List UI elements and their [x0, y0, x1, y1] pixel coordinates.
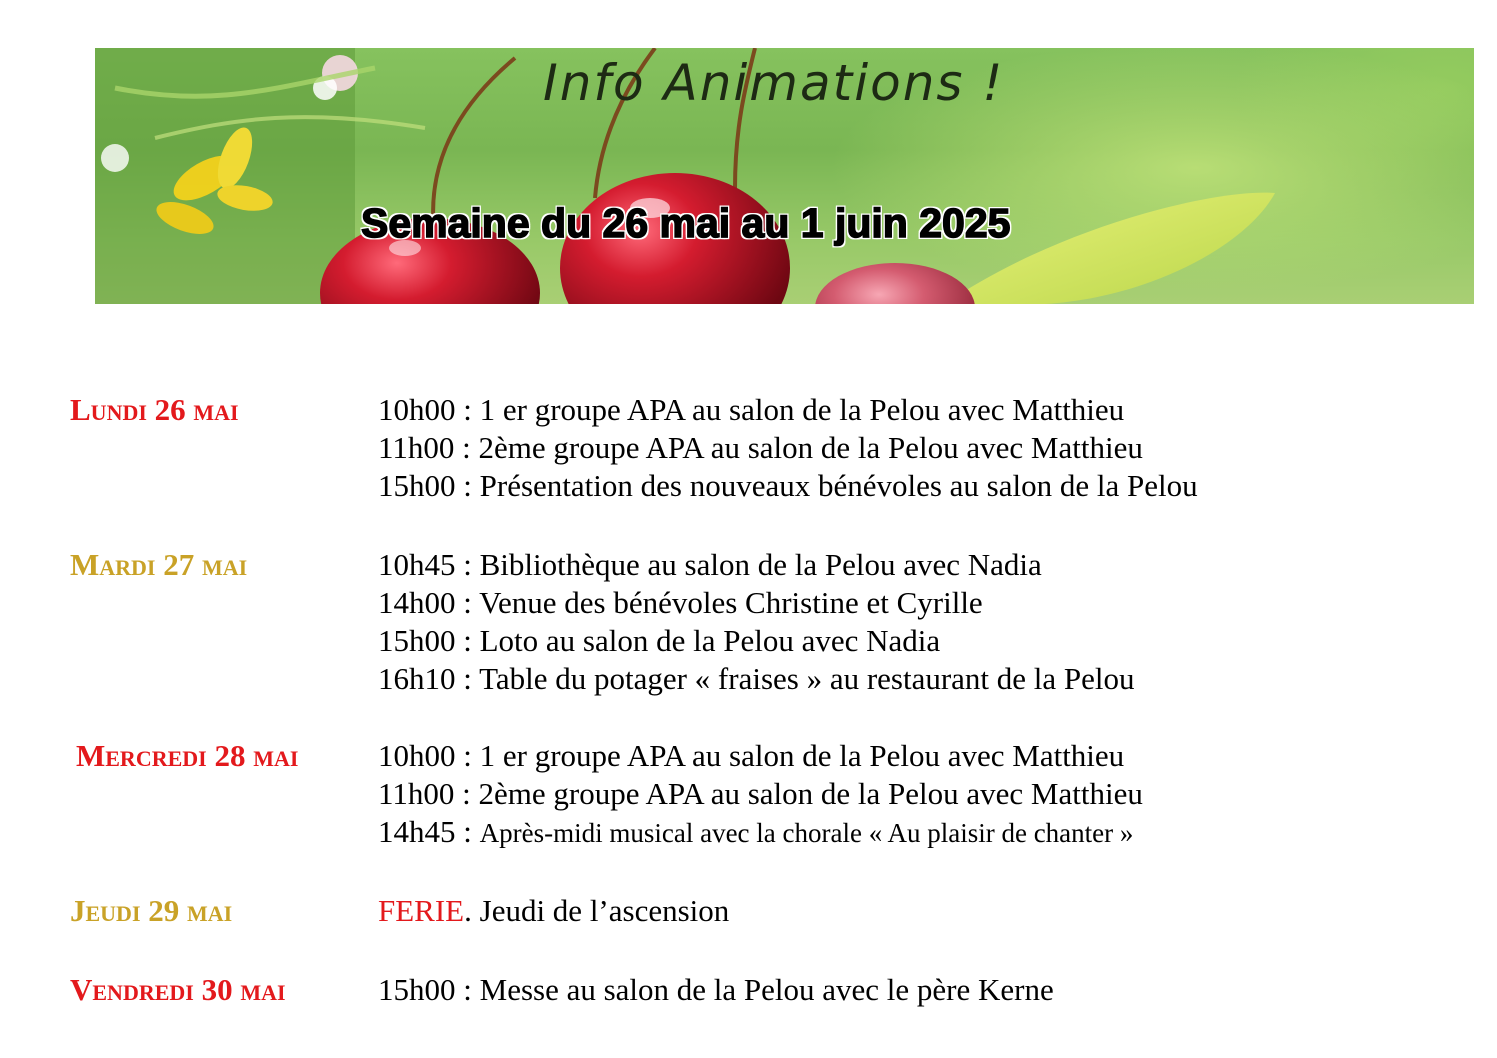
- event-text: 1 er groupe APA au salon de la Pelou avec Matthieu: [479, 392, 1125, 427]
- event-text: 2ème groupe APA au salon de la Pelou avec Matthieu: [478, 776, 1143, 811]
- event-item: 10h00 : 1 er groupe APA au salon de la Pelou avec Matthieu: [378, 738, 1125, 773]
- event-text: . Jeudi de l’ascension: [464, 893, 730, 928]
- day-label: Mercredi 28 mai: [76, 738, 299, 773]
- banner-subtitle: Semaine du 26 mai au 1 juin 2025: [361, 200, 1011, 246]
- banner-title: Info Animations !: [543, 54, 1005, 112]
- day-label: Lundi 26 mai: [70, 392, 239, 427]
- event-text: Venue des bénévoles Christine et Cyrille: [479, 585, 983, 620]
- event-text: Messe au salon de la Pelou avec le père Kerne: [479, 972, 1054, 1007]
- event-time: 16h10: [378, 661, 456, 696]
- event-time: 15h00: [378, 623, 456, 658]
- event-item: 14h00 : Venue des bénévoles Christine et Cyrille: [378, 585, 983, 620]
- day-label: Mardi 27 mai: [70, 547, 248, 582]
- event-text: Après-midi musical avec la chorale « Au plaisir de chanter »: [479, 818, 1134, 848]
- event-text: Bibliothèque au salon de la Pelou avec Nadia: [479, 547, 1042, 582]
- event-list: [378, 391, 1198, 505]
- event-time: 10h00: [378, 738, 456, 773]
- event-list: [378, 892, 729, 930]
- header-banner: [95, 48, 1474, 304]
- event-text: Table du potager « fraises » au restaurant de la Pelou: [479, 661, 1135, 696]
- event-time: 14h45: [378, 814, 456, 849]
- event-list: [378, 737, 1143, 852]
- day-label: Vendredi 30 mai: [70, 972, 286, 1007]
- event-item: 16h10 : Table du potager « fraises » au restaurant de la Pelou: [378, 661, 1135, 696]
- event-item: 14h45 : Après-midi musical avec la chorale « Au plaisir de chanter »: [378, 814, 1134, 849]
- event-text: 1 er groupe APA au salon de la Pelou avec Matthieu: [479, 738, 1125, 773]
- event-item: 15h00 : Présentation des nouveaux bénévoles au salon de la Pelou: [378, 468, 1198, 503]
- event-time: 15h00: [378, 972, 456, 1007]
- event-text: Présentation des nouveaux bénévoles au salon de la Pelou: [479, 468, 1198, 503]
- day-label: Jeudi 29 mai: [70, 893, 233, 928]
- event-time: 11h00: [378, 776, 455, 811]
- event-item: [378, 892, 729, 930]
- event-item: 15h00 : Messe au salon de la Pelou avec le père Kerne: [378, 972, 1054, 1007]
- event-time: 11h00: [378, 430, 455, 465]
- event-time: 14h00: [378, 585, 456, 620]
- event-item: 10h00 : 1 er groupe APA au salon de la Pelou avec Matthieu: [378, 392, 1125, 427]
- event-text: Loto au salon de la Pelou avec Nadia: [479, 623, 941, 658]
- event-list: [378, 971, 1054, 1009]
- event-time: 10h45: [378, 547, 456, 582]
- event-list: [378, 546, 1135, 698]
- holiday-badge: FERIE: [378, 893, 465, 928]
- event-item: 11h00 : 2ème groupe APA au salon de la Pelou avec Matthieu: [378, 776, 1143, 811]
- event-item: 15h00 : Loto au salon de la Pelou avec Nadia: [378, 623, 941, 658]
- event-time: 10h00: [378, 392, 456, 427]
- event-text: 2ème groupe APA au salon de la Pelou avec Matthieu: [478, 430, 1143, 465]
- event-item: 10h45 : Bibliothèque au salon de la Pelou avec Nadia: [378, 547, 1042, 582]
- event-time: 15h00: [378, 468, 456, 503]
- event-item: 11h00 : 2ème groupe APA au salon de la Pelou avec Matthieu: [378, 430, 1143, 465]
